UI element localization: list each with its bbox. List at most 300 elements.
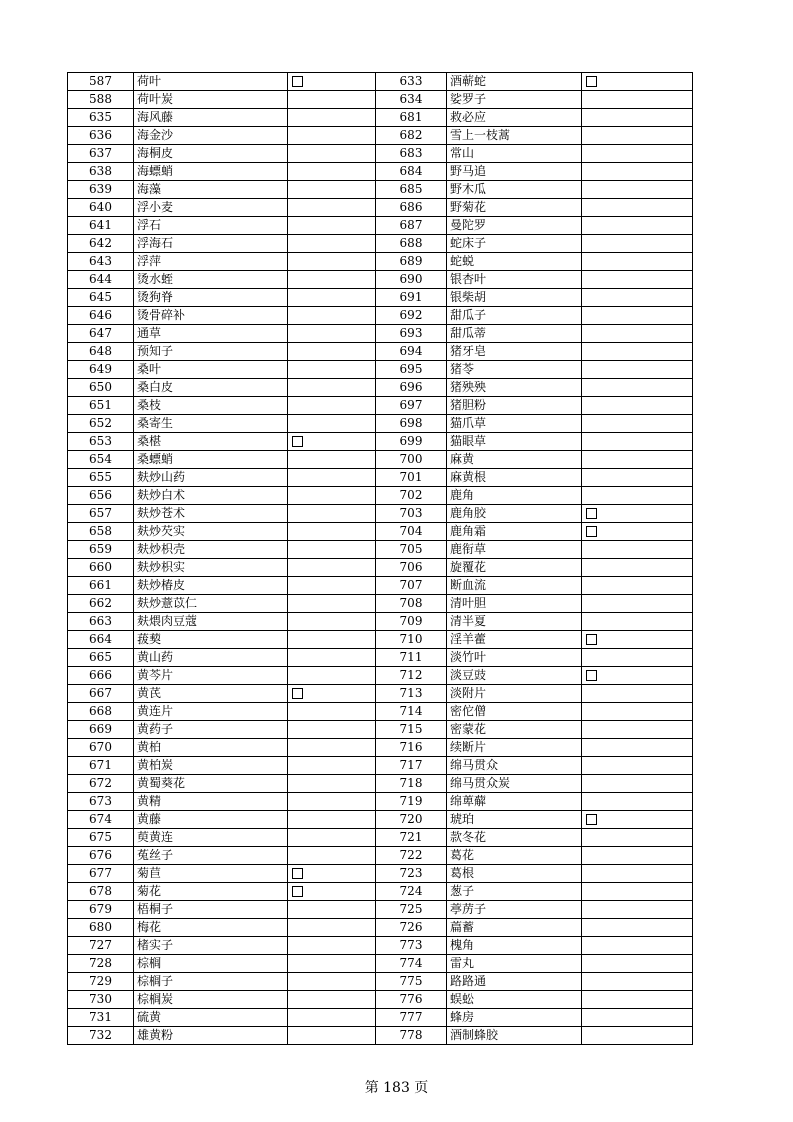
right-item-mark-cell xyxy=(582,505,693,523)
left-item-number: 635 xyxy=(68,109,134,127)
right-item-number: 692 xyxy=(376,307,447,325)
right-item-number: 707 xyxy=(376,577,447,595)
table-row xyxy=(68,757,693,775)
right-item-name: 密蒙花 xyxy=(447,721,582,739)
right-item-number: 693 xyxy=(376,325,447,343)
right-item-mark-cell xyxy=(582,631,693,649)
right-item-mark-cell xyxy=(582,973,693,991)
left-item-mark-cell xyxy=(288,793,376,811)
right-item-mark-cell xyxy=(582,325,693,343)
right-item-mark-cell xyxy=(582,415,693,433)
right-item-mark-cell xyxy=(582,559,693,577)
left-item-mark-cell xyxy=(288,685,376,703)
left-item-mark-cell xyxy=(288,829,376,847)
right-item-number: 701 xyxy=(376,469,447,487)
right-item-mark-cell xyxy=(582,433,693,451)
left-item-name: 海螵蛸 xyxy=(134,163,288,181)
right-item-mark-cell xyxy=(582,487,693,505)
checkbox-icon[interactable] xyxy=(586,508,597,519)
left-item-name: 桑寄生 xyxy=(134,415,288,433)
left-item-mark-cell xyxy=(288,163,376,181)
left-item-number: 674 xyxy=(68,811,134,829)
left-item-name: 菊花 xyxy=(134,883,288,901)
left-item-name: 桑枝 xyxy=(134,397,288,415)
right-item-name: 绵马贯众炭 xyxy=(447,775,582,793)
table-row xyxy=(68,235,693,253)
left-item-name: 海藻 xyxy=(134,181,288,199)
right-item-name: 猪牙皂 xyxy=(447,343,582,361)
checkbox-icon[interactable] xyxy=(292,688,303,699)
left-item-name: 麸炒白术 xyxy=(134,487,288,505)
right-item-name: 淡豆豉 xyxy=(447,667,582,685)
checkbox-icon[interactable] xyxy=(586,634,597,645)
right-item-mark-cell xyxy=(582,451,693,469)
right-item-number: 703 xyxy=(376,505,447,523)
left-item-number: 639 xyxy=(68,181,134,199)
right-item-number: 689 xyxy=(376,253,447,271)
left-item-mark-cell xyxy=(288,307,376,325)
left-item-number: 648 xyxy=(68,343,134,361)
table-row xyxy=(68,1027,693,1045)
left-item-number: 728 xyxy=(68,955,134,973)
left-item-number: 636 xyxy=(68,127,134,145)
table-row xyxy=(68,523,693,541)
left-item-mark-cell xyxy=(288,235,376,253)
table-row xyxy=(68,217,693,235)
left-item-name: 麸炒椿皮 xyxy=(134,577,288,595)
right-item-number: 776 xyxy=(376,991,447,1009)
right-item-name: 续断片 xyxy=(447,739,582,757)
right-item-mark-cell xyxy=(582,1027,693,1045)
right-item-number: 687 xyxy=(376,217,447,235)
left-item-name: 烫水蛭 xyxy=(134,271,288,289)
right-item-number: 721 xyxy=(376,829,447,847)
table-row xyxy=(68,199,693,217)
right-item-number: 688 xyxy=(376,235,447,253)
table-row xyxy=(68,559,693,577)
right-item-mark-cell xyxy=(582,523,693,541)
right-item-name: 雷丸 xyxy=(447,955,582,973)
left-item-number: 651 xyxy=(68,397,134,415)
checkbox-icon[interactable] xyxy=(586,814,597,825)
left-item-number: 659 xyxy=(68,541,134,559)
left-item-mark-cell xyxy=(288,91,376,109)
left-item-mark-cell xyxy=(288,487,376,505)
left-item-name: 黄芩片 xyxy=(134,667,288,685)
left-item-number: 727 xyxy=(68,937,134,955)
right-item-name: 鹿角霜 xyxy=(447,523,582,541)
table-row xyxy=(68,289,693,307)
right-item-mark-cell xyxy=(582,847,693,865)
left-item-mark-cell xyxy=(288,577,376,595)
left-item-name: 桑螵蛸 xyxy=(134,451,288,469)
right-item-name: 琥珀 xyxy=(447,811,582,829)
right-item-name: 麻黄根 xyxy=(447,469,582,487)
right-item-mark-cell xyxy=(582,739,693,757)
left-item-number: 669 xyxy=(68,721,134,739)
right-item-number: 718 xyxy=(376,775,447,793)
left-item-number: 649 xyxy=(68,361,134,379)
right-item-name: 断血流 xyxy=(447,577,582,595)
right-item-name: 酒制蜂胶 xyxy=(447,1027,582,1045)
right-item-name: 甜瓜子 xyxy=(447,307,582,325)
right-item-mark-cell xyxy=(582,865,693,883)
right-item-name: 救必应 xyxy=(447,109,582,127)
table-row xyxy=(68,163,693,181)
table-row xyxy=(68,649,693,667)
left-item-name: 烫骨碎补 xyxy=(134,307,288,325)
left-item-number: 588 xyxy=(68,91,134,109)
right-item-number: 778 xyxy=(376,1027,447,1045)
right-item-name: 酒蕲蛇 xyxy=(447,73,582,91)
left-item-number: 676 xyxy=(68,847,134,865)
checkbox-icon[interactable] xyxy=(292,436,303,447)
table-row xyxy=(68,541,693,559)
right-item-name: 野马追 xyxy=(447,163,582,181)
left-item-name: 棕榈 xyxy=(134,955,288,973)
left-item-number: 668 xyxy=(68,703,134,721)
left-item-number: 656 xyxy=(68,487,134,505)
right-item-name: 葶苈子 xyxy=(447,901,582,919)
left-item-mark-cell xyxy=(288,919,376,937)
left-item-mark-cell xyxy=(288,181,376,199)
left-item-number: 670 xyxy=(68,739,134,757)
left-item-name: 桑白皮 xyxy=(134,379,288,397)
right-item-mark-cell xyxy=(582,307,693,325)
table-row xyxy=(68,955,693,973)
left-item-number: 729 xyxy=(68,973,134,991)
left-item-number: 673 xyxy=(68,793,134,811)
left-item-mark-cell xyxy=(288,649,376,667)
left-item-mark-cell xyxy=(288,397,376,415)
right-item-mark-cell xyxy=(582,73,693,91)
right-item-number: 685 xyxy=(376,181,447,199)
right-item-number: 686 xyxy=(376,199,447,217)
checkbox-icon[interactable] xyxy=(292,886,303,897)
right-item-name: 鹿衔草 xyxy=(447,541,582,559)
checkbox-icon[interactable] xyxy=(586,526,597,537)
right-item-mark-cell xyxy=(582,541,693,559)
left-item-name: 海金沙 xyxy=(134,127,288,145)
left-item-number: 644 xyxy=(68,271,134,289)
table-row xyxy=(68,811,693,829)
right-item-mark-cell xyxy=(582,235,693,253)
left-item-name: 菝葜 xyxy=(134,631,288,649)
left-item-number: 646 xyxy=(68,307,134,325)
left-item-name: 通草 xyxy=(134,325,288,343)
left-item-mark-cell xyxy=(288,253,376,271)
left-item-mark-cell xyxy=(288,955,376,973)
left-item-number: 732 xyxy=(68,1027,134,1045)
right-item-mark-cell xyxy=(582,469,693,487)
right-item-number: 690 xyxy=(376,271,447,289)
right-item-mark-cell xyxy=(582,703,693,721)
left-item-mark-cell xyxy=(288,631,376,649)
table-row xyxy=(68,145,693,163)
right-item-mark-cell xyxy=(582,901,693,919)
right-item-name: 葱子 xyxy=(447,883,582,901)
left-item-number: 658 xyxy=(68,523,134,541)
right-item-name: 银柴胡 xyxy=(447,289,582,307)
left-item-mark-cell xyxy=(288,901,376,919)
left-item-number: 654 xyxy=(68,451,134,469)
left-item-number: 650 xyxy=(68,379,134,397)
table-row xyxy=(68,325,693,343)
left-item-number: 677 xyxy=(68,865,134,883)
right-item-name: 款冬花 xyxy=(447,829,582,847)
left-item-number: 680 xyxy=(68,919,134,937)
right-item-mark-cell xyxy=(582,181,693,199)
right-item-mark-cell xyxy=(582,397,693,415)
right-item-mark-cell xyxy=(582,379,693,397)
right-item-mark-cell xyxy=(582,289,693,307)
left-item-mark-cell xyxy=(288,973,376,991)
table-row xyxy=(68,343,693,361)
left-item-mark-cell xyxy=(288,1009,376,1027)
right-item-name: 鹿角胶 xyxy=(447,505,582,523)
left-item-number: 666 xyxy=(68,667,134,685)
left-item-number: 679 xyxy=(68,901,134,919)
table-row xyxy=(68,775,693,793)
left-item-name: 菊苣 xyxy=(134,865,288,883)
right-item-name: 葛花 xyxy=(447,847,582,865)
table-row xyxy=(68,415,693,433)
right-item-number: 717 xyxy=(376,757,447,775)
right-item-name: 猫爪草 xyxy=(447,415,582,433)
right-item-name: 旋覆花 xyxy=(447,559,582,577)
right-item-name: 蛇床子 xyxy=(447,235,582,253)
left-item-name: 桑叶 xyxy=(134,361,288,379)
left-item-mark-cell xyxy=(288,505,376,523)
right-item-mark-cell xyxy=(582,811,693,829)
table-row xyxy=(68,613,693,631)
right-item-mark-cell xyxy=(582,343,693,361)
left-item-number: 643 xyxy=(68,253,134,271)
table-row xyxy=(68,793,693,811)
left-item-name: 黄柏炭 xyxy=(134,757,288,775)
checkbox-icon[interactable] xyxy=(586,670,597,681)
left-item-mark-cell xyxy=(288,127,376,145)
left-item-name: 硫黄 xyxy=(134,1009,288,1027)
left-item-name: 黄柏 xyxy=(134,739,288,757)
left-item-mark-cell xyxy=(288,217,376,235)
table-row xyxy=(68,847,693,865)
right-item-mark-cell xyxy=(582,91,693,109)
table-body xyxy=(68,73,693,1045)
right-item-mark-cell xyxy=(582,721,693,739)
left-item-name: 黄药子 xyxy=(134,721,288,739)
left-item-name: 黄精 xyxy=(134,793,288,811)
left-item-name: 梧桐子 xyxy=(134,901,288,919)
left-item-mark-cell xyxy=(288,991,376,1009)
right-item-name: 槐角 xyxy=(447,937,582,955)
left-item-mark-cell xyxy=(288,811,376,829)
left-item-name: 浮小麦 xyxy=(134,199,288,217)
left-item-mark-cell xyxy=(288,667,376,685)
left-item-number: 664 xyxy=(68,631,134,649)
right-item-mark-cell xyxy=(582,649,693,667)
right-item-name: 甜瓜蒂 xyxy=(447,325,582,343)
right-item-number: 711 xyxy=(376,649,447,667)
table-row xyxy=(68,991,693,1009)
right-item-mark-cell xyxy=(582,775,693,793)
right-item-name: 清叶胆 xyxy=(447,595,582,613)
right-item-mark-cell xyxy=(582,127,693,145)
right-item-number: 709 xyxy=(376,613,447,631)
right-item-number: 698 xyxy=(376,415,447,433)
left-item-mark-cell xyxy=(288,595,376,613)
right-item-name: 淡附片 xyxy=(447,685,582,703)
right-item-name: 银杏叶 xyxy=(447,271,582,289)
table-row xyxy=(68,91,693,109)
left-item-name: 黄藤 xyxy=(134,811,288,829)
left-item-mark-cell xyxy=(288,523,376,541)
left-item-mark-cell xyxy=(288,559,376,577)
left-item-name: 浮海石 xyxy=(134,235,288,253)
right-item-number: 704 xyxy=(376,523,447,541)
left-item-number: 642 xyxy=(68,235,134,253)
left-item-mark-cell xyxy=(288,145,376,163)
left-item-name: 烫狗脊 xyxy=(134,289,288,307)
right-item-number: 777 xyxy=(376,1009,447,1027)
left-item-name: 黄芪 xyxy=(134,685,288,703)
right-item-number: 719 xyxy=(376,793,447,811)
left-item-number: 653 xyxy=(68,433,134,451)
table-row xyxy=(68,487,693,505)
right-item-mark-cell xyxy=(582,991,693,1009)
table-row xyxy=(68,505,693,523)
left-item-name: 麸炒苍术 xyxy=(134,505,288,523)
right-item-number: 634 xyxy=(376,91,447,109)
left-item-mark-cell xyxy=(288,703,376,721)
right-item-mark-cell xyxy=(582,595,693,613)
right-item-number: 706 xyxy=(376,559,447,577)
left-item-number: 731 xyxy=(68,1009,134,1027)
left-item-number: 645 xyxy=(68,289,134,307)
right-item-number: 724 xyxy=(376,883,447,901)
left-item-number: 647 xyxy=(68,325,134,343)
left-item-name: 萸黄连 xyxy=(134,829,288,847)
left-item-number: 663 xyxy=(68,613,134,631)
left-item-number: 640 xyxy=(68,199,134,217)
right-item-name: 蛇蜕 xyxy=(447,253,582,271)
left-item-number: 655 xyxy=(68,469,134,487)
right-item-mark-cell xyxy=(582,217,693,235)
left-item-mark-cell xyxy=(288,361,376,379)
left-item-name: 麸炒山药 xyxy=(134,469,288,487)
left-item-name: 桑椹 xyxy=(134,433,288,451)
right-item-name: 绵马贯众 xyxy=(447,757,582,775)
right-item-mark-cell xyxy=(582,613,693,631)
right-item-name: 曼陀罗 xyxy=(447,217,582,235)
left-item-name: 麸炒芡实 xyxy=(134,523,288,541)
left-item-mark-cell xyxy=(288,73,376,91)
table-row xyxy=(68,397,693,415)
right-item-mark-cell xyxy=(582,163,693,181)
right-item-number: 716 xyxy=(376,739,447,757)
right-item-mark-cell xyxy=(582,829,693,847)
left-item-number: 662 xyxy=(68,595,134,613)
table-row xyxy=(68,1009,693,1027)
table-row xyxy=(68,127,693,145)
left-item-mark-cell xyxy=(288,883,376,901)
left-item-mark-cell xyxy=(288,451,376,469)
table-row xyxy=(68,721,693,739)
right-item-mark-cell xyxy=(582,685,693,703)
left-item-name: 棕榈子 xyxy=(134,973,288,991)
right-item-name: 野木瓜 xyxy=(447,181,582,199)
right-item-name: 常山 xyxy=(447,145,582,163)
right-item-mark-cell xyxy=(582,919,693,937)
left-item-name: 荷叶 xyxy=(134,73,288,91)
left-item-name: 麸炒枳实 xyxy=(134,559,288,577)
right-item-name: 葛根 xyxy=(447,865,582,883)
right-item-number: 714 xyxy=(376,703,447,721)
left-item-name: 海风藤 xyxy=(134,109,288,127)
right-item-mark-cell xyxy=(582,667,693,685)
left-item-number: 637 xyxy=(68,145,134,163)
table-row xyxy=(68,253,693,271)
right-item-number: 700 xyxy=(376,451,447,469)
right-item-number: 775 xyxy=(376,973,447,991)
right-item-number: 694 xyxy=(376,343,447,361)
right-item-number: 773 xyxy=(376,937,447,955)
left-item-name: 菟丝子 xyxy=(134,847,288,865)
checkbox-icon[interactable] xyxy=(292,76,303,87)
table-row xyxy=(68,703,693,721)
left-item-name: 浮萍 xyxy=(134,253,288,271)
left-item-mark-cell xyxy=(288,325,376,343)
right-item-name: 蜈蚣 xyxy=(447,991,582,1009)
left-item-mark-cell xyxy=(288,757,376,775)
left-item-mark-cell xyxy=(288,109,376,127)
left-item-name: 黄蜀葵花 xyxy=(134,775,288,793)
left-item-name: 雄黄粉 xyxy=(134,1027,288,1045)
right-item-mark-cell xyxy=(582,109,693,127)
left-item-mark-cell xyxy=(288,415,376,433)
left-item-number: 587 xyxy=(68,73,134,91)
right-item-name: 清半夏 xyxy=(447,613,582,631)
table-row xyxy=(68,631,693,649)
table-row xyxy=(68,685,693,703)
right-item-name: 猫眼草 xyxy=(447,433,582,451)
left-item-number: 675 xyxy=(68,829,134,847)
left-item-name: 麸煨肉豆蔻 xyxy=(134,613,288,631)
right-item-mark-cell xyxy=(582,253,693,271)
right-item-number: 683 xyxy=(376,145,447,163)
left-item-mark-cell xyxy=(288,433,376,451)
right-item-number: 681 xyxy=(376,109,447,127)
right-item-name: 雪上一枝蒿 xyxy=(447,127,582,145)
right-item-number: 710 xyxy=(376,631,447,649)
right-item-mark-cell xyxy=(582,937,693,955)
right-item-name: 鹿角 xyxy=(447,487,582,505)
right-item-name: 猪胆粉 xyxy=(447,397,582,415)
checkbox-icon[interactable] xyxy=(586,76,597,87)
page-footer: 第 183 页 xyxy=(364,1080,429,1096)
left-item-mark-cell xyxy=(288,847,376,865)
right-item-number: 684 xyxy=(376,163,447,181)
right-item-number: 705 xyxy=(376,541,447,559)
checkbox-icon[interactable] xyxy=(292,868,303,879)
left-item-number: 665 xyxy=(68,649,134,667)
right-item-mark-cell xyxy=(582,1009,693,1027)
left-item-mark-cell xyxy=(288,613,376,631)
right-item-name: 路路通 xyxy=(447,973,582,991)
left-item-name: 预知子 xyxy=(134,343,288,361)
left-item-number: 661 xyxy=(68,577,134,595)
left-item-mark-cell xyxy=(288,199,376,217)
